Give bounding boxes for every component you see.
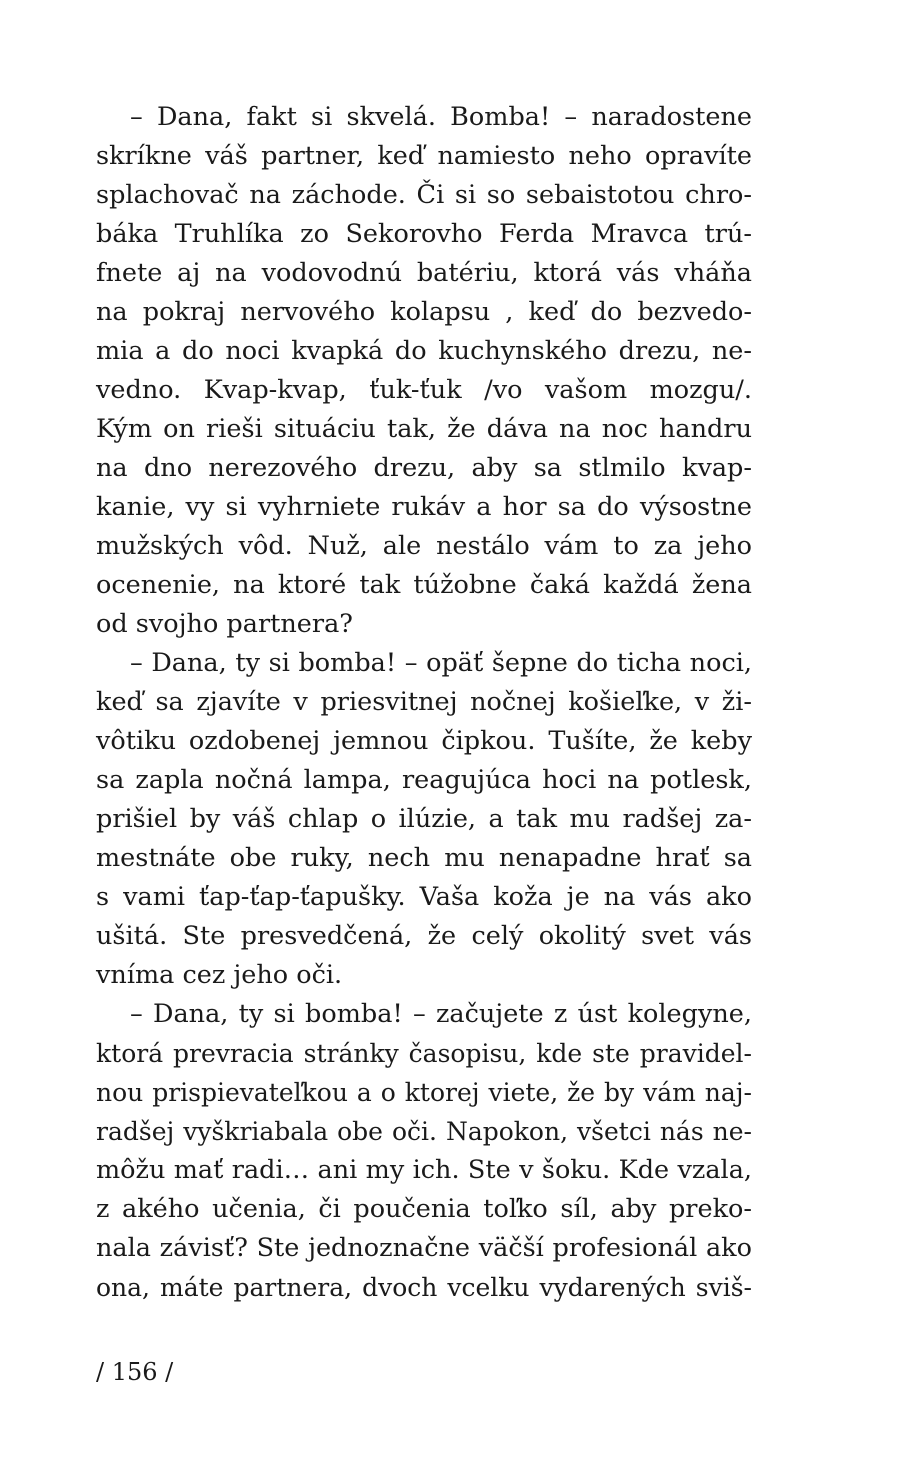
text-line: mužských vôd. Nuž, ale nestálo vám to za jeho [96,531,752,561]
text-line: – Dana, ty si bomba! – opäť šepne do ticha noci, [130,648,752,678]
text-line: keď sa zjavíte v priesvitnej nočnej košieľke, v ži- [96,687,752,717]
text-line: na pokraj nervového kolapsu , keď do bezvedo- [96,297,752,327]
text-line: nou prispievateľkou a o ktorej viete, že by vám naj- [96,1078,752,1107]
text-line: radšej vyškriabala obe oči. Napokon, všetci nás ne- [96,1117,752,1146]
text-line: vedno. Kvap-kvap, ťuk-ťuk /vo vašom mozgu/. [96,375,752,405]
text-line: skríkne váš partner, keď namiesto neho opravíte [96,141,752,171]
text-line: ktorá prevracia stránky časopisu, kde ste pravidel- [96,1039,752,1068]
text-line: môžu mať radi… ani my ich. Ste v šoku. Kde vzala, [96,1155,752,1185]
text-line: – Dana, fakt si skvelá. Bomba! – naradostene [130,102,752,132]
page-number: / 156 / [96,1358,174,1386]
text-line: ona, máte partnera, dvoch vcelku vydarených sviš- [96,1273,752,1302]
text-line: mestnáte obe ruky, nech mu nenapadne hrať sa [96,843,752,873]
text-line: vôtiku ozdobenej jemnou čipkou. Tušíte, že keby [96,726,752,756]
text-line: fnete aj na vodovodnú batériu, ktorá vás vháňa [96,258,752,288]
paragraph-3 [96,995,752,1307]
text-line: ocenenie, na ktoré tak túžobne čaká každá žena [96,570,752,600]
text-line: nala závisť? Ste jednoznačne väčší profesionál ako [96,1233,752,1263]
text-line: Kým on rieši situáciu tak, že dáva na noc handru [96,414,752,444]
text-line: mia a do noci kvapká do kuchynského drezu, ne- [96,336,752,366]
text-line: splachovač na záchode. Či si so sebaistotou chro- [96,180,752,210]
text-line: báka Truhlíka zo Sekorovho Ferda Mravca trú- [96,219,752,249]
text-line: s vami ťap-ťap-ťapušky. Vaša koža je na vás ako [96,882,752,912]
paragraph-1 [96,98,752,644]
text-line: od svojho partnera? [96,609,353,639]
text-line: vníma cez jeho oči. [96,960,343,990]
body-text [96,98,752,1307]
text-line: prišiel by váš chlap o ilúzie, a tak mu radšej za- [96,804,752,834]
text-line: z akého učenia, či poučenia toľko síl, aby preko- [96,1194,752,1224]
text-line: ušitá. Ste presvedčená, že celý okolitý svet vás [96,921,752,951]
text-line: na dno nerezového drezu, aby sa stlmilo kvap- [96,453,752,483]
text-line: sa zapla nočná lampa, reagujúca hoci na potlesk, [96,765,752,795]
paragraph-2 [96,644,752,995]
text-line: – Dana, ty si bomba! – začujete z úst kolegyne, [130,999,752,1029]
text-line: kanie, vy si vyhrniete rukáv a hor sa do výsostne [96,492,752,522]
